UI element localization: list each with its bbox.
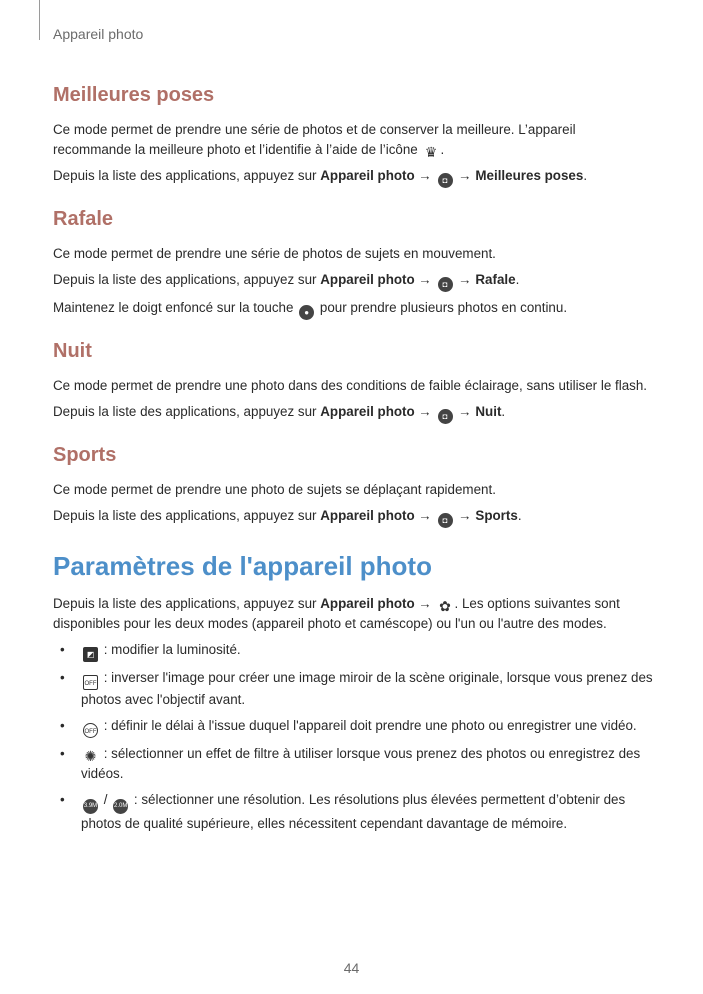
mode-icon: ◘ (438, 409, 453, 424)
bullet: • (60, 642, 65, 657)
paragraph: Depuis la liste des applications, appuyez sur Appareil photo → ✿ . Les options suivantes sont disponibles pour les deux modes (appareil photo et caméscope) ou l'un ou l'autre des modes. (53, 596, 620, 631)
chapter-heading: Paramètres de l'appareil photo (53, 551, 432, 581)
resolution-icon: 3.9M (83, 799, 98, 814)
paragraph: Ce mode permet de prendre une photo de sujets se déplaçant rapidement. (53, 482, 496, 497)
timer-icon: OFF (83, 723, 98, 738)
resolution-icon: 2.0M (113, 799, 128, 814)
bullet: • (60, 746, 65, 761)
mode-icon: ◘ (438, 277, 453, 292)
page-number: 44 (343, 960, 360, 976)
list-item: • 3.9M / 2.0M : sélectionner une résolution. Les résolutions plus élevées permettent d’obtenir des photos de qualité supérieure, elles nécessitent cependant davantage de mémoire. (60, 792, 626, 831)
flip-image-icon: OFF (83, 675, 98, 690)
section-meilleures-poses (53, 82, 653, 188)
paragraph: Depuis la liste des applications, appuyez sur Appareil photo → ◘ → Nuit. (53, 402, 653, 424)
running-header: Appareil photo (53, 26, 144, 42)
paragraph: Ce mode permet de prendre une photo dans des conditions de faible éclairage, sans utiliser le flash. (53, 378, 648, 393)
crown-icon: ♛ (424, 144, 438, 160)
list-item: • OFF : inverser l'image pour créer une image miroir de la scène originale, lorsque vous prenez des photos avec l'objectif avant. (60, 670, 653, 707)
brightness-icon: ◩ (83, 647, 98, 662)
mode-icon: ◘ (438, 173, 453, 188)
list-item: • ✺ : sélectionner un effet de filtre à utiliser lorsque vous prenez des photos ou enregistrez des vidéos. (60, 746, 641, 781)
bullet: • (60, 670, 65, 685)
section-heading: Sports (53, 444, 117, 466)
mode-icon: ◘ (438, 513, 453, 528)
filter-effect-icon: ✺ (84, 748, 97, 764)
paragraph: Depuis la liste des applications, appuyez sur Appareil photo → ◘ → Rafale. (53, 270, 653, 292)
section-sports (53, 442, 653, 528)
section-heading: Meilleures poses (53, 84, 215, 106)
section-heading: Rafale (53, 208, 114, 230)
bullet: • (60, 718, 65, 733)
paragraph: Depuis la liste des applications, appuyez sur Appareil photo → ◘ → Meilleures poses. (53, 166, 653, 188)
settings-list (53, 640, 653, 834)
page-content (53, 82, 653, 840)
list-item: • ◩ : modifier la luminosité. (53, 640, 653, 662)
section-rafale (53, 206, 653, 320)
paragraph: Ce mode permet de prendre une série de photos de sujets en mouvement. (53, 246, 496, 261)
bullet: • (60, 792, 65, 807)
paragraph: Ce mode permet de prendre une série de photos et de conserver la meilleure. L’appareil recommande la meilleure photo et l’identifie à l’aide de l’icône ♛ . (53, 122, 576, 160)
list-item: • OFF : définir le délai à l'issue duquel l'appareil doit prendre une photo ou enregistrer une vidéo. (53, 716, 653, 738)
camera-shutter-icon: ● (299, 305, 314, 320)
section-heading: Nuit (53, 340, 92, 362)
section-nuit (53, 338, 653, 424)
paragraph: Maintenez le doigt enfoncé sur la touche ● pour prendre plusieurs photos en continu. (53, 298, 653, 320)
margin-rule (39, 0, 40, 40)
gear-icon: ✿ (439, 598, 451, 614)
paragraph: Depuis la liste des applications, appuyez sur Appareil photo → ◘ → Sports. (53, 506, 653, 528)
